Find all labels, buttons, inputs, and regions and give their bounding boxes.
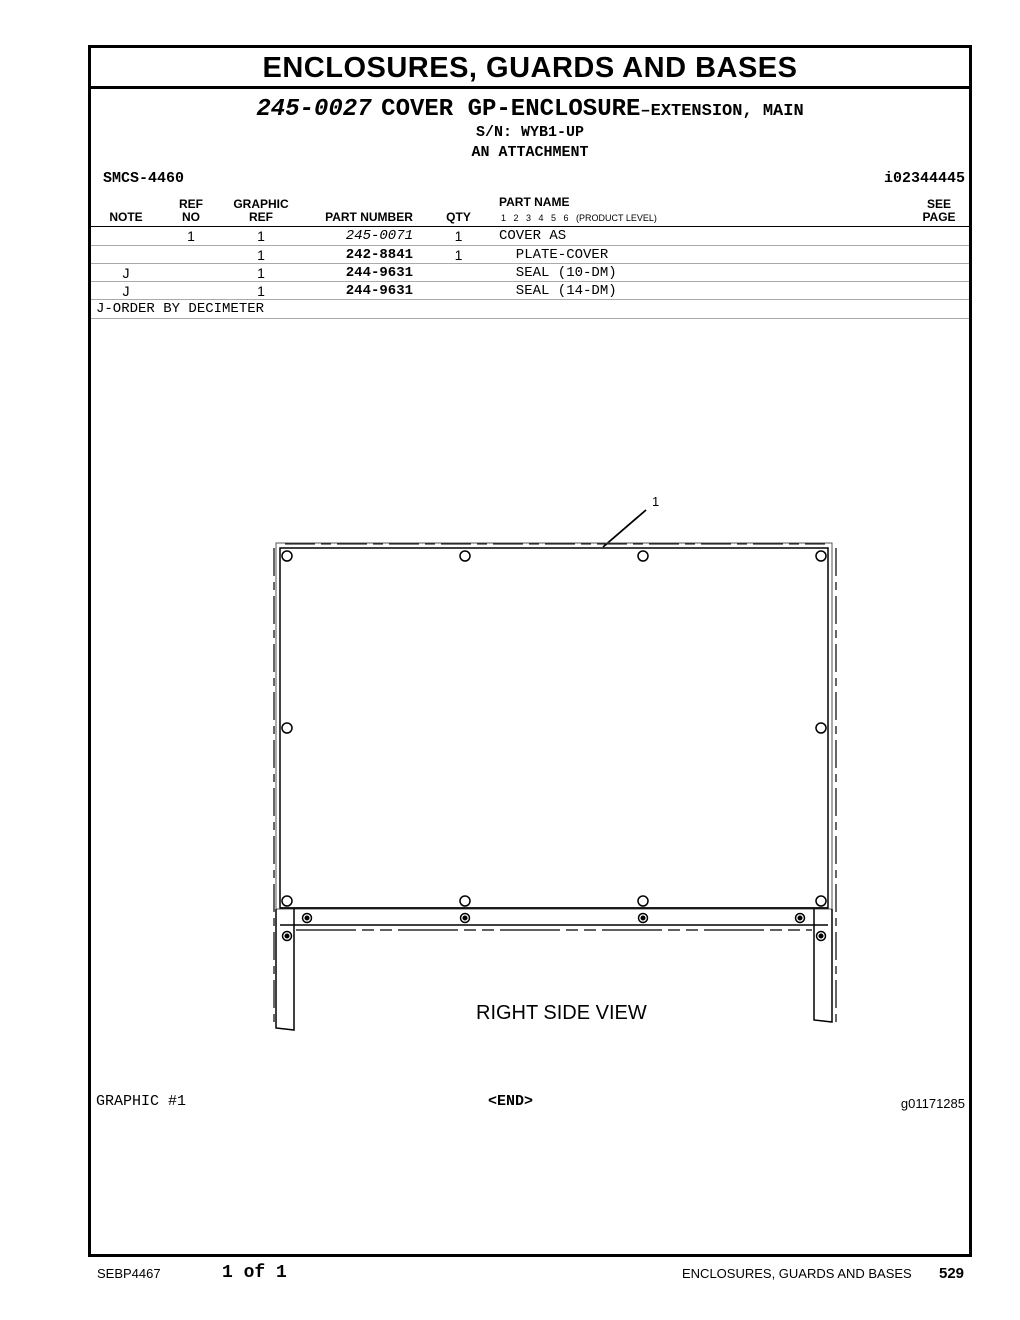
row-part-number: 245-0071 bbox=[345, 228, 413, 244]
header-ref-no-1: REF bbox=[179, 197, 203, 211]
header-graphic-ref-1: GRAPHIC bbox=[233, 197, 289, 211]
row-graphic-ref: 1 bbox=[257, 228, 265, 244]
header-see-page-1: SEE bbox=[926, 197, 951, 211]
view-label: RIGHT SIDE VIEW bbox=[476, 1002, 647, 1024]
cover-plate bbox=[280, 548, 828, 908]
header-product-level: 1 2 3 4 5 6 (PRODUCT LEVEL) bbox=[501, 213, 657, 223]
group-name: COVER GP-ENCLOSURE bbox=[381, 96, 641, 123]
row-note: J bbox=[122, 283, 130, 299]
row-qty: 1 bbox=[454, 228, 463, 244]
callout-leader bbox=[603, 510, 646, 547]
row-part-name: PLATE-COVER bbox=[499, 247, 609, 263]
end-marker: <END> bbox=[488, 1093, 534, 1110]
row-note: J bbox=[122, 265, 130, 281]
footer-page-number: 529 bbox=[939, 1265, 965, 1282]
footer-section: ENCLOSURES, GUARDS AND BASES bbox=[682, 1266, 912, 1281]
group-subtitle: –EXTENSION, MAIN bbox=[640, 102, 804, 121]
smcs-code: SMCS-4460 bbox=[103, 170, 185, 187]
header-see-page-2: PAGE bbox=[922, 210, 956, 224]
header-graphic-ref-2: REF bbox=[249, 210, 273, 224]
header-part-name: PART NAME bbox=[499, 195, 570, 209]
header-note: NOTE bbox=[109, 210, 143, 224]
row-ref-no: 1 bbox=[187, 228, 195, 244]
row-graphic-ref: 1 bbox=[257, 265, 265, 281]
row-part-number: 244-9631 bbox=[345, 265, 413, 281]
row-part-number: 242-8841 bbox=[345, 247, 413, 263]
callout-label: 1 bbox=[652, 494, 660, 509]
row-graphic-ref: 1 bbox=[257, 283, 265, 299]
header-ref-no-2: NO bbox=[182, 210, 200, 224]
graphic-id: g01171285 bbox=[900, 1096, 965, 1111]
row-part-number: 244-9631 bbox=[345, 283, 413, 299]
row-part-name: SEAL (14-DM) bbox=[499, 283, 617, 299]
page-frame bbox=[88, 45, 972, 1257]
table-footnote: J-ORDER BY DECIMETER bbox=[96, 301, 265, 317]
row-part-name: COVER AS bbox=[499, 228, 567, 244]
row-qty: 1 bbox=[454, 247, 463, 263]
header-part-number: PART NUMBER bbox=[325, 210, 413, 224]
section-title: ENCLOSURES, GUARDS AND BASES bbox=[91, 48, 969, 89]
footer-doc-number: SEBP4467 bbox=[97, 1266, 161, 1281]
header-qty: QTY bbox=[446, 210, 471, 224]
row-part-name: SEAL (10-DM) bbox=[499, 265, 617, 281]
document-id: i02344445 bbox=[883, 170, 965, 187]
graphic-label: GRAPHIC #1 bbox=[96, 1093, 187, 1110]
footer-page-of: 1 of 1 bbox=[222, 1263, 287, 1283]
group-part-number: 245-0027 bbox=[256, 96, 372, 123]
attachment-note: AN ATTACHMENT bbox=[471, 144, 589, 161]
serial-number: S/N: WYB1-UP bbox=[475, 124, 585, 141]
row-graphic-ref: 1 bbox=[257, 247, 265, 263]
